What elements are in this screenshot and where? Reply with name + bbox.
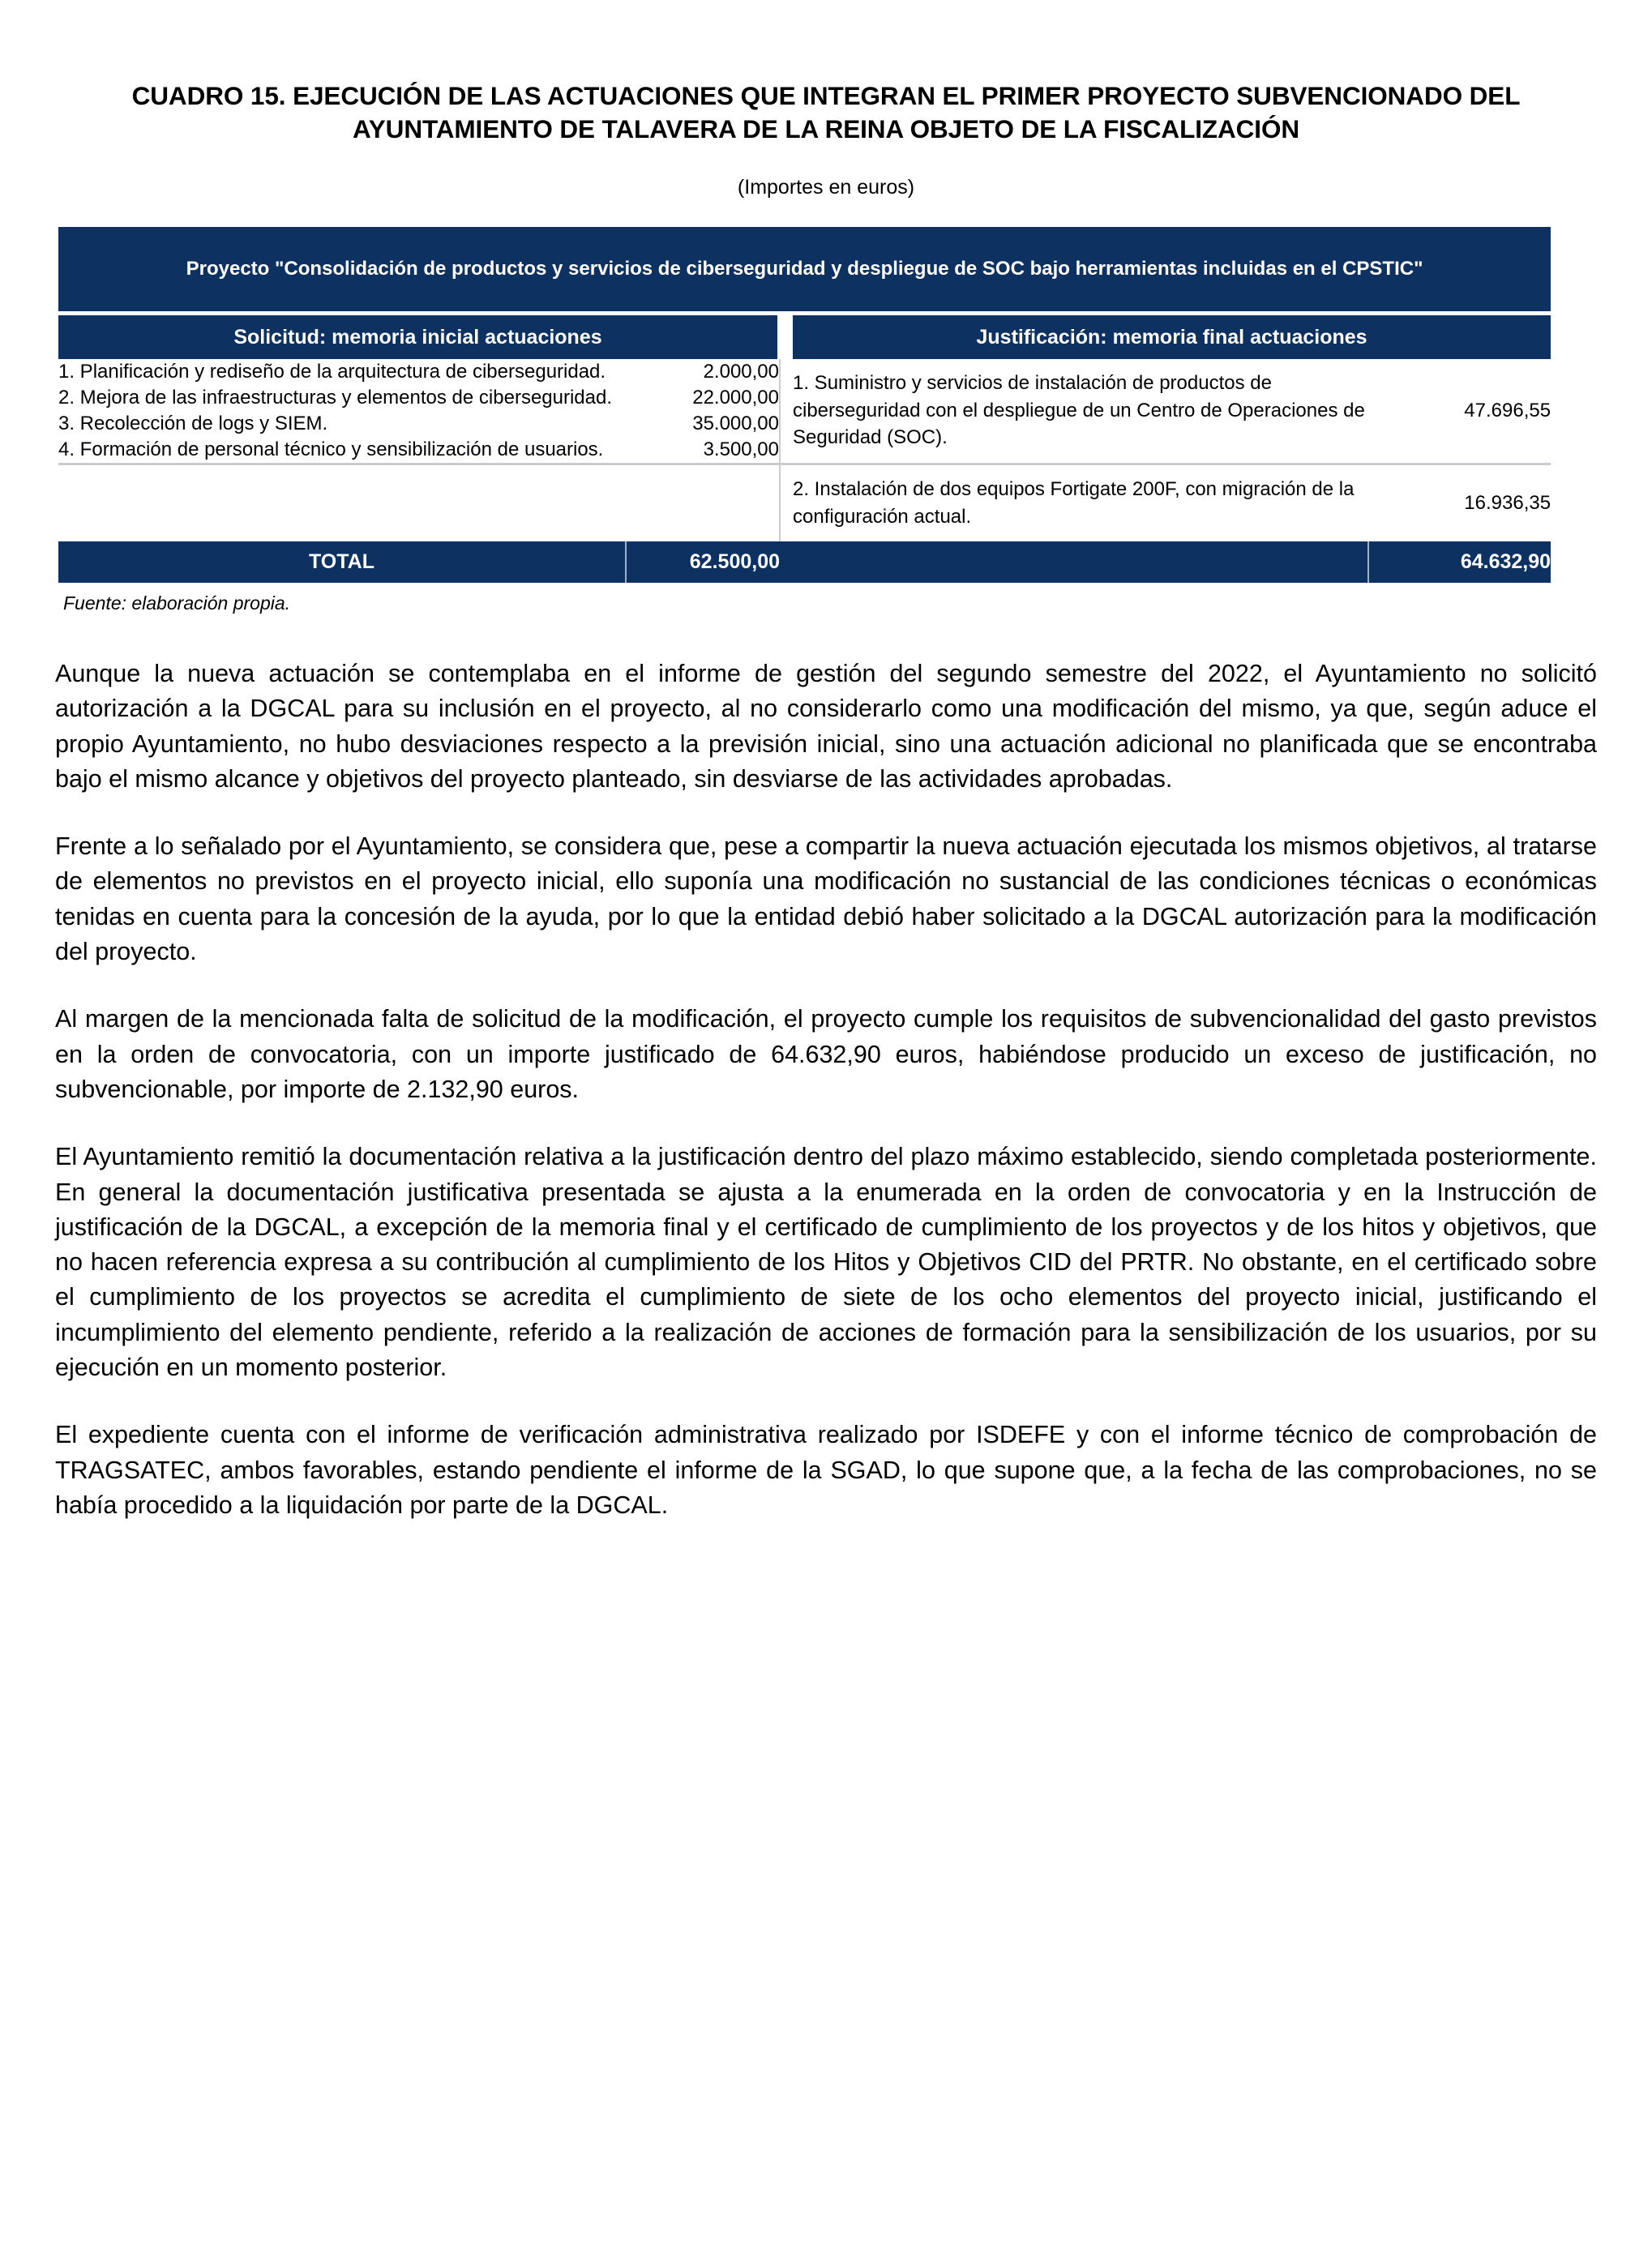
justificacion-concept: 2. Instalación de dos equipos Fortigate 200F, con migración de la configuración actual. <box>793 464 1368 541</box>
column-divider <box>780 464 793 541</box>
justificacion-amount: 47.696,55 <box>1464 399 1551 421</box>
total-divider <box>780 541 793 583</box>
paragraph: Frente a lo señalado por el Ayuntamiento, se considera que, pese a compartir la nueva actuación ejecutada los mismos objetivos, al tratarse de elementos no previstos en el proyecto inicial, ello suponía una modificación no sustancial de las condiciones técnicas o económicas tenidas en cuenta para la concesión de la ayuda, por lo que la entidad debió haber solicitado a la DGCAL autorización para la modificación del proyecto. <box>55 832 1597 966</box>
header-gap-cell <box>780 314 793 359</box>
total-justificacion-blank <box>793 541 1368 583</box>
solicitud-concept: 4. Formación de personal técnico y sensibilización de usuarios. <box>58 438 604 460</box>
page-title: CUADRO 15. EJECUCIÓN DE LAS ACTUACIONES QUE INTEGRAN EL PRIMER PROYECTO SUBVENCIONADO DEL AYUNTAMIENTO DE TALAVERA DE LA REINA OBJETO DE LA FISCALIZACIÓN <box>131 81 1521 143</box>
column-header-justificacion: Justificación: memoria final actuaciones <box>793 314 1551 359</box>
paragraph: Al margen de la mencionada falta de solicitud de la modificación, el proyecto cumple los requisitos de subvencionalidad del gasto previstos en la orden de convocatoria, con un importe justificado de 64.632,90 euros, habiéndose producido un exceso de justificación, no subvencionable, por importe de 2.132,90 euros. <box>55 1005 1597 1103</box>
total-justificacion-amount: 64.632,90 <box>1368 541 1551 583</box>
table-total-row <box>58 541 1551 583</box>
solicitud-concept: 3. Recolección de logs y SIEM. <box>58 412 328 434</box>
paragraph: El expediente cuenta con el informe de verificación administrativa realizado por ISDEFE y con el informe técnico de comprobación de TRAGSATEC, ambos favorables, estando pendiente el informe de la SGAD, lo que supone que, a la fecha de las comprobaciones, no se había procedido a la liquidación por parte de la DGCAL. <box>55 1421 1597 1519</box>
execution-table <box>58 227 1551 583</box>
solicitud-concept: 2. Mejora de las infraestructuras y elementos de ciberseguridad. <box>58 386 613 409</box>
table-header-project-row <box>58 227 1551 314</box>
solicitud-amount: 22.000,00 <box>692 386 779 409</box>
solicitud-amount: 35.000,00 <box>692 412 779 434</box>
units-note: (Importes en euros) <box>737 175 915 199</box>
total-label: TOTAL <box>58 541 626 583</box>
solicitud-empty-cell <box>58 464 626 541</box>
justificacion-concept: 1. Suministro y servicios de instalación de productos de ciberseguridad con el despliegue de un Centro de Operaciones de Seguridad (SOC). <box>793 372 1365 449</box>
body-text <box>0 657 1652 1523</box>
total-solicitud-amount: 62.500,00 <box>626 541 780 583</box>
solicitud-empty-amount <box>626 464 780 541</box>
solicitud-amount: 3.500,00 <box>703 438 779 460</box>
column-header-solicitud: Solicitud: memoria inicial actuaciones <box>58 314 780 359</box>
source-note: Fuente: elaboración propia. <box>63 592 291 614</box>
solicitud-amount: 2.000,00 <box>703 360 779 383</box>
column-divider <box>780 359 793 464</box>
table-header-columns-row <box>58 314 1551 359</box>
paragraph: Aunque la nueva actuación se contemplaba en el informe de gestión del segundo semestre del 2022, el Ayuntamiento no solicitó autorización a la DGCAL para su inclusión en el proyecto, al no considerarlo como una modificación del mismo, ya que, según aduce el propio Ayuntamiento, no hubo desviaciones respecto a la previsión inicial, sino una actuación adicional no planificada que se encontraba bajo el mismo alcance y objetivos del proyecto planteado, sin desviarse de las actividades aprobadas. <box>55 660 1597 793</box>
project-header-cell: Proyecto "Consolidación de productos y servicios de ciberseguridad y despliegue de SOC bajo herramientas incluidas en el CPSTIC" <box>58 227 1551 314</box>
justificacion-amount: 16.936,35 <box>1368 464 1551 541</box>
paragraph: El Ayuntamiento remitió la documentación relativa a la justificación dentro del plazo máximo establecido, siendo completada posteriormente. En general la documentación justificativa presentada se ajusta a la enumerada en la orden de convocatoria y en la Instrucción de justificación de la DGCAL, a excepción de la memoria final y el certificado de cumplimiento de los proyectos y de los hitos y objetivos, que no hacen referencia expresa a su contribución al cumplimiento de los Hitos y Objetivos CID del PRTR. No obstante, en el certificado sobre el cumplimiento de los proyectos se acredita el cumplimiento de siete de los ocho elementos del proyecto inicial, justificando el incumplimiento del elemento pendiente, referido a la realización de acciones de formación para la sensibilización de los usuarios, por su ejecución en un momento posterior. <box>55 1143 1597 1382</box>
table-row <box>58 464 1551 541</box>
table-row <box>58 359 1551 385</box>
solicitud-concept: 1. Planificación y rediseño de la arquitectura de ciberseguridad. <box>58 360 606 383</box>
table-container <box>0 199 1652 583</box>
